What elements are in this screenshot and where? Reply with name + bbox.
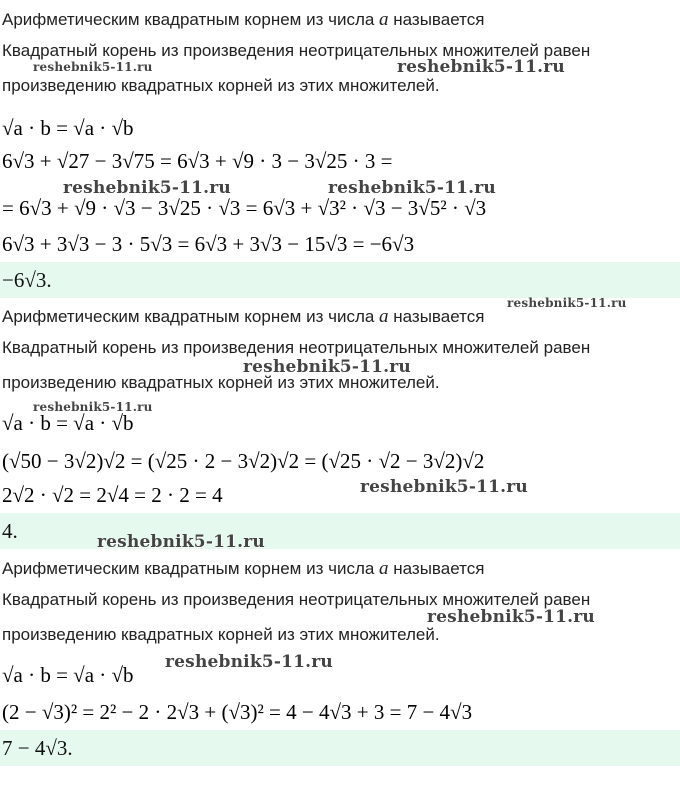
answer-1: −6√3. (2, 268, 52, 292)
definition-line-1: Арифметическим квадратным корнем из числа a называется (2, 9, 485, 30)
formula-3: √a · b = √a · √b (2, 663, 134, 687)
rule-line-3b: произведению квадратных корней из этих множителей. (2, 625, 440, 644)
formula-2: √a · b = √a · √b (2, 411, 134, 435)
watermark: reshebnik5-11.ru (507, 296, 627, 310)
rule-line-1b: произведению квадратных корней из этих множителей. (2, 76, 440, 95)
watermark: reshebnik5-11.ru (328, 178, 496, 198)
watermark: reshebnik5-11.ru (165, 652, 333, 672)
watermark: reshebnik5-11.ru (97, 532, 265, 552)
solution-2-line-1: (√50 − 3√2)√2 = (√25 · 2 − 3√2)√2 = (√25 · √2 − 3√2)√2 (2, 449, 485, 473)
solution-1-line-1: 6√3 + √27 − 3√75 = 6√3 + √9 · 3 − 3√25 · 3 = (2, 149, 393, 173)
watermark: reshebnik5-11.ru (427, 607, 595, 627)
solution-1-line-2: = 6√3 + √9 · √3 − 3√25 · √3 = 6√3 + √3² · √3 − 3√5² · √3 (2, 196, 487, 220)
formula-1: √a · b = √a · √b (2, 116, 134, 140)
rule-line-1a: Квадратный корень из произведения неотрицательных множителей равен (2, 41, 591, 60)
rule-line-2b: произведению квадратных корней из этих множителей. (2, 373, 440, 392)
watermark: reshebnik5-11.ru (243, 357, 411, 377)
answer-band-1 (0, 262, 680, 298)
watermark: reshebnik5-11.ru (33, 60, 153, 74)
answer-band-3 (0, 730, 680, 766)
definition-line-2: Арифметическим квадратным корнем из числа a называется (2, 306, 485, 327)
rule-line-3a: Квадратный корень из произведения неотрицательных множителей равен (2, 590, 591, 609)
watermark: reshebnik5-11.ru (360, 477, 528, 497)
watermark: reshebnik5-11.ru (397, 57, 565, 77)
solution-3-line-1: (2 − √3)² = 2² − 2 · 2√3 + (√3)² = 4 − 4√3 + 3 = 7 − 4√3 (2, 700, 473, 724)
answer-3: 7 − 4√3. (2, 736, 73, 760)
watermark: reshebnik5-11.ru (33, 400, 153, 414)
definition-line-3: Арифметическим квадратным корнем из числа a называется (2, 558, 485, 579)
solution-1-line-3: 6√3 + 3√3 − 3 · 5√3 = 6√3 + 3√3 − 15√3 = −6√3 (2, 232, 415, 256)
answer-2: 4. (2, 519, 18, 543)
rule-line-2a: Квадратный корень из произведения неотрицательных множителей равен (2, 338, 591, 357)
solution-2-line-2: 2√2 · √2 = 2√4 = 2 · 2 = 4 (2, 483, 223, 507)
watermark: reshebnik5-11.ru (63, 178, 231, 198)
